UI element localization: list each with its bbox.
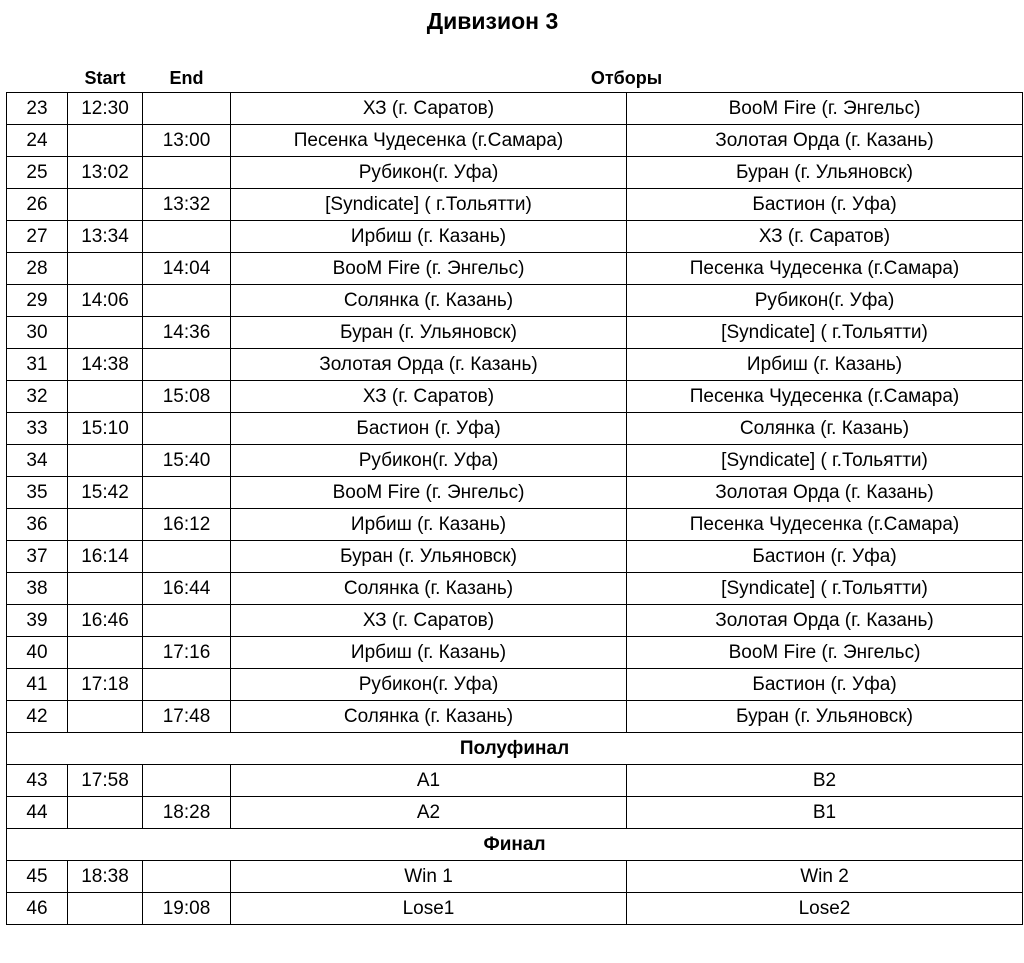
start-time: 16:14 (68, 541, 143, 573)
match-number: 35 (7, 477, 68, 509)
match-number: 23 (7, 93, 68, 125)
start-time: 18:38 (68, 861, 143, 893)
team-two: Win 2 (627, 861, 1023, 893)
end-time: 13:00 (143, 125, 231, 157)
match-number: 41 (7, 669, 68, 701)
table-row (7, 669, 1023, 701)
end-time (143, 605, 231, 637)
team-one: Песенка Чудесенка (г.Самара) (231, 125, 627, 157)
end-time: 16:12 (143, 509, 231, 541)
team-one: Солянка (г. Казань) (231, 573, 627, 605)
team-one: BooM Fire (г. Энгельс) (231, 253, 627, 285)
table-row (7, 701, 1023, 733)
start-time: 17:58 (68, 765, 143, 797)
schedule-table (6, 64, 1023, 925)
start-time: 17:18 (68, 669, 143, 701)
match-number: 26 (7, 189, 68, 221)
start-time: 16:46 (68, 605, 143, 637)
team-one: Рубикон(г. Уфа) (231, 157, 627, 189)
team-one: Буран (г. Ульяновск) (231, 317, 627, 349)
table-row (7, 221, 1023, 253)
page-title: Дивизион 3 (426, 8, 559, 34)
match-number: 36 (7, 509, 68, 541)
match-number: 42 (7, 701, 68, 733)
table-row (7, 893, 1023, 925)
team-one: ХЗ (г. Саратов) (231, 605, 627, 637)
end-time: 13:32 (143, 189, 231, 221)
match-number: 33 (7, 413, 68, 445)
table-row (7, 157, 1023, 189)
header-num (7, 64, 68, 93)
end-time: 16:44 (143, 573, 231, 605)
end-time (143, 349, 231, 381)
team-one: Рубикон(г. Уфа) (231, 445, 627, 477)
match-number: 39 (7, 605, 68, 637)
end-time (143, 541, 231, 573)
start-time (68, 253, 143, 285)
match-number: 24 (7, 125, 68, 157)
table-row (7, 189, 1023, 221)
match-number: 34 (7, 445, 68, 477)
match-number: 30 (7, 317, 68, 349)
start-time: 15:42 (68, 477, 143, 509)
start-time (68, 701, 143, 733)
end-time (143, 221, 231, 253)
match-number: 43 (7, 765, 68, 797)
start-time (68, 125, 143, 157)
end-time: 15:08 (143, 381, 231, 413)
team-two: B2 (627, 765, 1023, 797)
section-label: Финал (7, 829, 1023, 861)
schedule-body (7, 93, 1023, 925)
match-number: 29 (7, 285, 68, 317)
end-time: 14:04 (143, 253, 231, 285)
team-two: Песенка Чудесенка (г.Самара) (627, 253, 1023, 285)
match-number: 31 (7, 349, 68, 381)
team-one: Рубикон(г. Уфа) (231, 669, 627, 701)
team-two: [Syndicate] ( г.Тольятти) (627, 573, 1023, 605)
team-two: Золотая Орда (г. Казань) (627, 477, 1023, 509)
team-two: Буран (г. Ульяновск) (627, 157, 1023, 189)
team-one: Ирбиш (г. Казань) (231, 221, 627, 253)
section-label: Полуфинал (7, 733, 1023, 765)
start-time (68, 637, 143, 669)
team-one: Ирбиш (г. Казань) (231, 637, 627, 669)
team-two: [Syndicate] ( г.Тольятти) (627, 317, 1023, 349)
table-row (7, 605, 1023, 637)
team-two: BooM Fire (г. Энгельс) (627, 93, 1023, 125)
team-one: Lose1 (231, 893, 627, 925)
team-two: Буран (г. Ульяновск) (627, 701, 1023, 733)
header-section: Отборы (590, 67, 663, 88)
team-one: Буран (г. Ульяновск) (231, 541, 627, 573)
end-time (143, 93, 231, 125)
table-row (7, 797, 1023, 829)
team-two: Бастион (г. Уфа) (627, 541, 1023, 573)
end-time (143, 765, 231, 797)
table-row (7, 445, 1023, 477)
team-two: Золотая Орда (г. Казань) (627, 125, 1023, 157)
section-row (7, 733, 1023, 765)
table-row (7, 381, 1023, 413)
start-time: 15:10 (68, 413, 143, 445)
team-one: ХЗ (г. Саратов) (231, 93, 627, 125)
team-two: B1 (627, 797, 1023, 829)
start-time: 12:30 (68, 93, 143, 125)
table-row (7, 253, 1023, 285)
team-two: Песенка Чудесенка (г.Самара) (627, 509, 1023, 541)
header-start: Start (84, 67, 126, 88)
match-number: 37 (7, 541, 68, 573)
match-number: 46 (7, 893, 68, 925)
end-time (143, 413, 231, 445)
end-time (143, 157, 231, 189)
team-one: [Syndicate] ( г.Тольятти) (231, 189, 627, 221)
team-one: Солянка (г. Казань) (231, 701, 627, 733)
end-time (143, 861, 231, 893)
table-row (7, 413, 1023, 445)
team-one: Ирбиш (г. Казань) (231, 509, 627, 541)
match-number: 25 (7, 157, 68, 189)
start-time (68, 797, 143, 829)
table-row (7, 285, 1023, 317)
end-time: 15:40 (143, 445, 231, 477)
start-time: 13:34 (68, 221, 143, 253)
team-one: Win 1 (231, 861, 627, 893)
start-time (68, 381, 143, 413)
match-number: 40 (7, 637, 68, 669)
header-end: End (169, 67, 204, 88)
match-number: 32 (7, 381, 68, 413)
match-number: 28 (7, 253, 68, 285)
start-time (68, 573, 143, 605)
start-time (68, 445, 143, 477)
team-two: [Syndicate] ( г.Тольятти) (627, 445, 1023, 477)
end-time: 19:08 (143, 893, 231, 925)
team-one: Солянка (г. Казань) (231, 285, 627, 317)
end-time (143, 477, 231, 509)
team-one: BooM Fire (г. Энгельс) (231, 477, 627, 509)
match-number: 44 (7, 797, 68, 829)
table-row (7, 349, 1023, 381)
start-time: 13:02 (68, 157, 143, 189)
table-row (7, 317, 1023, 349)
match-number: 27 (7, 221, 68, 253)
match-number: 45 (7, 861, 68, 893)
end-time (143, 285, 231, 317)
team-two: Рубикон(г. Уфа) (627, 285, 1023, 317)
table-row (7, 637, 1023, 669)
end-time (143, 669, 231, 701)
table-row (7, 125, 1023, 157)
table-row (7, 93, 1023, 125)
team-two: Солянка (г. Казань) (627, 413, 1023, 445)
table-row (7, 477, 1023, 509)
team-two: ХЗ (г. Саратов) (627, 221, 1023, 253)
start-time (68, 189, 143, 221)
end-time: 17:16 (143, 637, 231, 669)
table-row (7, 861, 1023, 893)
table-row (7, 765, 1023, 797)
start-time: 14:06 (68, 285, 143, 317)
team-one: Золотая Орда (г. Казань) (231, 349, 627, 381)
table-row (7, 573, 1023, 605)
start-time (68, 509, 143, 541)
start-time (68, 893, 143, 925)
start-time: 14:38 (68, 349, 143, 381)
team-two: Золотая Орда (г. Казань) (627, 605, 1023, 637)
end-time: 14:36 (143, 317, 231, 349)
end-time: 18:28 (143, 797, 231, 829)
match-number: 38 (7, 573, 68, 605)
team-two: BooM Fire (г. Энгельс) (627, 637, 1023, 669)
team-one: A1 (231, 765, 627, 797)
team-one: ХЗ (г. Саратов) (231, 381, 627, 413)
header-row (7, 64, 1023, 93)
team-two: Lose2 (627, 893, 1023, 925)
table-row (7, 509, 1023, 541)
start-time (68, 317, 143, 349)
team-two: Бастион (г. Уфа) (627, 669, 1023, 701)
table-row (7, 541, 1023, 573)
team-one: Бастион (г. Уфа) (231, 413, 627, 445)
team-two: Песенка Чудесенка (г.Самара) (627, 381, 1023, 413)
team-one: A2 (231, 797, 627, 829)
team-two: Бастион (г. Уфа) (627, 189, 1023, 221)
section-row (7, 829, 1023, 861)
team-two: Ирбиш (г. Казань) (627, 349, 1023, 381)
end-time: 17:48 (143, 701, 231, 733)
